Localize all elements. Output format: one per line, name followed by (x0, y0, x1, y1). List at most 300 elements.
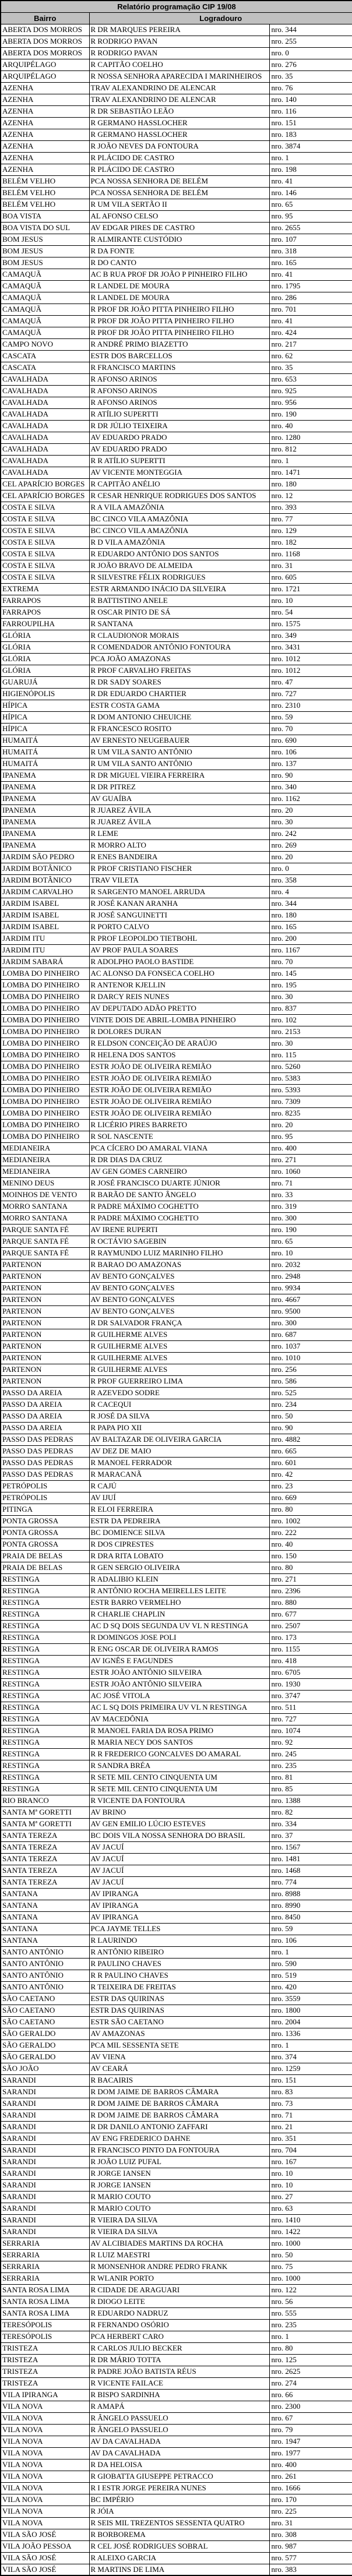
table-row (1, 1399, 352, 1410)
bairro-cell: LOMBA DO PINHEIRO (1, 1084, 89, 1096)
table-row (1, 152, 352, 164)
bairro-cell: HUMAITÁ (1, 735, 89, 746)
bairro-cell: RIO BRANCO (1, 1795, 89, 1806)
nro-cell: nro. 40 (269, 1538, 352, 1550)
table-row (1, 362, 352, 373)
table-row (1, 257, 352, 269)
logradouro-cell: R A VILA AMAZÔNIA (89, 502, 269, 513)
nro-cell: nro. 1721 (269, 583, 352, 595)
logradouro-cell: AV VIENA (89, 2051, 269, 2063)
table-row (1, 2144, 352, 2156)
nro-cell: nro. 125 (269, 2354, 352, 2366)
table-row (1, 1888, 352, 1900)
logradouro-cell: R ANDRÉ PRIMO BIAZETTO (89, 338, 269, 350)
logradouro-cell: R MARIO COUTO (89, 2191, 269, 2203)
table-row (1, 1527, 352, 1538)
logradouro-cell: R RODRIGO PAVAN (89, 36, 269, 47)
logradouro-cell: R VICENTE FAILACE (89, 2377, 269, 2389)
nro-cell: nro. 1000 (269, 2272, 352, 2284)
bairro-cell: RESTINGA (1, 1690, 89, 1702)
bairro-cell: TRISTEZA (1, 2377, 89, 2389)
bairro-cell: MORRO SANTANA (1, 1212, 89, 1224)
logradouro-cell: BC DOMIENCE SILVA (89, 1527, 269, 1538)
logradouro-cell: R GERMANO HASSLOCHER (89, 117, 269, 129)
table-row (1, 2342, 352, 2354)
bairro-cell: CEL APARÍCIO BORGES (1, 478, 89, 490)
table-row (1, 1737, 352, 1748)
bairro-cell: HUMAITÁ (1, 758, 89, 770)
nro-cell: nro. 10 (269, 2179, 352, 2191)
logradouro-cell: R SETE MIL CENTO CINQUENTA UM (89, 1783, 269, 1795)
logradouro-cell: R DR MÁRIO TOTTA (89, 2354, 269, 2366)
nro-cell: nro. 167 (269, 2156, 352, 2168)
bairro-cell: PARTENON (1, 1271, 89, 1282)
bairro-cell: RESTINGA (1, 1620, 89, 1632)
logradouro-cell: R SETE MIL CENTO CINQUENTA UM (89, 1772, 269, 1783)
logradouro-cell: R ADALIBIO KLEIN (89, 1573, 269, 1585)
logradouro-cell: R CLAUDIONOR MORAIS (89, 630, 269, 641)
table-row (1, 1049, 352, 1061)
table-row (1, 245, 352, 257)
nro-cell: nro. 511 (269, 1702, 352, 1713)
table-row (1, 2529, 352, 2540)
logradouro-cell: R LAURINDO (89, 1935, 269, 1946)
logradouro-cell: R I ESTR JORGE PEREIRA NUNES (89, 2482, 269, 2494)
table-row (1, 1678, 352, 1690)
bairro-cell: JARDIM BOTÂNICO (1, 874, 89, 886)
logradouro-cell: AV ALCIBIADES MARTINS DA ROCHA (89, 2238, 269, 2249)
column-header-logradouro: Logradouro (89, 12, 352, 24)
table-row (1, 210, 352, 222)
nro-cell: nro. 70 (269, 956, 352, 968)
bairro-cell: VILA NOVA (1, 2401, 89, 2412)
nro-cell: nro. 10 (269, 595, 352, 606)
table-row (1, 991, 352, 1003)
nro-cell: nro. 67 (269, 2412, 352, 2424)
table-row (1, 1201, 352, 1212)
logradouro-cell: AV PROF PAULA SOARES (89, 944, 269, 956)
nro-cell: nro. 66 (269, 2389, 352, 2401)
bairro-cell: VILA NOVA (1, 2506, 89, 2517)
bairro-cell: PASSO DA AREIA (1, 1410, 89, 1422)
logradouro-cell: ESTR ARMANDO INÁCIO DA SILVEIRA (89, 583, 269, 595)
logradouro-cell: AV MACEDÔNIA (89, 1713, 269, 1725)
table-row (1, 432, 352, 443)
nro-cell: nro. 80 (269, 1562, 352, 1573)
bairro-cell: LOMBA DO PINHEIRO (1, 1003, 89, 1014)
nro-cell: nro. 183 (269, 129, 352, 140)
bairro-cell: JARDIM ISABEL (1, 898, 89, 909)
nro-cell: nro. 586 (269, 1375, 352, 1387)
nro-cell: nro. 261 (269, 2471, 352, 2482)
logradouro-cell: R AFONSO ARINOS (89, 385, 269, 397)
logradouro-cell: R MARACANÃ (89, 1469, 269, 1480)
nro-cell: nro. 75 (269, 2261, 352, 2272)
logradouro-cell: R JOSÉ KANAN ARANHA (89, 898, 269, 909)
bairro-cell: LOMBA DO PINHEIRO (1, 1096, 89, 1107)
bairro-cell: CAVALHADA (1, 467, 89, 478)
bairro-cell: IPANEMA (1, 828, 89, 839)
nro-cell: nro. 83 (269, 2086, 352, 2098)
bairro-cell: SARANDI (1, 2086, 89, 2098)
nro-cell: nro. 37 (269, 1830, 352, 1841)
bairro-cell: SANTA ROSA LIMA (1, 2284, 89, 2296)
nro-cell: nro. 605 (269, 571, 352, 583)
logradouro-cell: R PADRE MÁXIMO COGHETTO (89, 1212, 269, 1224)
nro-cell: nro. 106 (269, 1935, 352, 1946)
nro-cell: nro. 42 (269, 1469, 352, 1480)
bairro-cell: SARANDI (1, 2156, 89, 2168)
table-row (1, 1608, 352, 1620)
nro-cell: nro. 9500 (269, 1305, 352, 1317)
bairro-cell: PARQUE SANTA FÉ (1, 1224, 89, 1236)
logradouro-cell: R JOÃO BRAVO DE ALMEIDA (89, 560, 269, 571)
logradouro-cell: AV EDGAR PIRES DE CASTRO (89, 222, 269, 234)
table-row (1, 1469, 352, 1480)
table-row (1, 304, 352, 315)
bairro-cell: COSTA E SILVA (1, 513, 89, 525)
nro-cell: nro. 71 (269, 2109, 352, 2121)
bairro-cell: CAVALHADA (1, 408, 89, 420)
logradouro-cell: R FRANCISCO MARTINS (89, 362, 269, 373)
table-row (1, 560, 352, 571)
nro-cell: nro. 1168 (269, 548, 352, 560)
bairro-cell: VILA SÃO JOSÉ (1, 2529, 89, 2540)
logradouro-cell: R VIEIRA DA SILVA (89, 2214, 269, 2226)
table-row (1, 909, 352, 921)
bairro-cell: RESTINGA (1, 1678, 89, 1690)
table-row (1, 1806, 352, 1818)
table-row (1, 548, 352, 560)
logradouro-cell: R CAPITÃO ANÉLIO (89, 478, 269, 490)
bairro-cell: SARANDI (1, 2191, 89, 2203)
logradouro-cell: R PROF DR JOÃO PITTA PINHEIRO FILHO (89, 327, 269, 338)
bairro-cell: IPANEMA (1, 770, 89, 781)
logradouro-cell: AC D SQ DOIS SEGUNDA UV VL N RESTINGA (89, 1620, 269, 1632)
table-row (1, 140, 352, 152)
bairro-cell: FARROUPILHA (1, 618, 89, 630)
nro-cell: nro. 59 (269, 1923, 352, 1935)
bairro-cell: PARTENON (1, 1329, 89, 1340)
nro-cell: nro. 1000 (269, 2238, 352, 2249)
table-row (1, 2016, 352, 2028)
nro-cell: nro. 956 (269, 397, 352, 408)
table-row (1, 2447, 352, 2459)
logradouro-cell: R VICENTE DA FONTOURA (89, 1795, 269, 1806)
logradouro-cell: R DOM JAIME DE BARROS CÂMARA (89, 2109, 269, 2121)
bairro-cell: ARQUIPÉLAGO (1, 59, 89, 70)
bairro-cell: GLÓRIA (1, 630, 89, 641)
logradouro-cell: R BARÃO DE SANTO ÂNGELO (89, 1189, 269, 1201)
logradouro-cell: AC B RUA PROF DR JOÃO P PINHEIRO FILHO (89, 269, 269, 280)
table-row (1, 688, 352, 700)
nro-cell: nro. 727 (269, 688, 352, 700)
table-row (1, 2039, 352, 2051)
nro-cell: nro. 424 (269, 327, 352, 338)
logradouro-cell: R BORBOREMA (89, 2529, 269, 2540)
bairro-cell: LOMBA DO PINHEIRO (1, 1038, 89, 1049)
logradouro-cell: R D VILA AMAZÔNIA (89, 537, 269, 548)
bairro-cell: PARTENON (1, 1305, 89, 1317)
nro-cell: nro. 2396 (269, 1585, 352, 1597)
bairro-cell: COSTA E SILVA (1, 560, 89, 571)
bairro-cell: SANTO ANTÔNIO (1, 1958, 89, 1970)
logradouro-cell: R DOM ANTONIO CHEUICHE (89, 711, 269, 723)
table-row (1, 2063, 352, 2074)
table-row (1, 2482, 352, 2494)
bairro-cell: PASSO DA AREIA (1, 1422, 89, 1434)
table-row (1, 2436, 352, 2447)
logradouro-cell: R TEIXEIRA DE FREITAS (89, 1981, 269, 1993)
bairro-cell: PASSO DAS PEDRAS (1, 1434, 89, 1445)
bairro-cell: AZENHA (1, 82, 89, 94)
nro-cell: nro. 12 (269, 490, 352, 502)
logradouro-cell: R JÓIA (89, 2506, 269, 2517)
logradouro-cell: R GUILHERME ALVES (89, 1352, 269, 1364)
logradouro-cell: AV IPIRANGA (89, 1888, 269, 1900)
table-row (1, 2168, 352, 2179)
nro-cell: nro. 79 (269, 2424, 352, 2436)
nro-cell: nro. 1037 (269, 1340, 352, 1352)
nro-cell: nro. 519 (269, 1970, 352, 1981)
logradouro-cell: AV JACUÍ (89, 1841, 269, 1853)
bairro-cell: RESTINGA (1, 1667, 89, 1678)
bairro-cell: SARANDI (1, 2109, 89, 2121)
nro-cell: nro. 200 (269, 933, 352, 944)
bairro-cell: LOMBA DO PINHEIRO (1, 968, 89, 979)
logradouro-cell: AC L SQ DOIS PRIMEIRA UV VL N RESTINGA (89, 1702, 269, 1713)
table-row (1, 944, 352, 956)
bairro-cell: CAMAQUÃ (1, 304, 89, 315)
logradouro-cell: R DOLORES DURAN (89, 1026, 269, 1038)
table-row (1, 1340, 352, 1352)
nro-cell: nro. 50 (269, 1410, 352, 1422)
table-row (1, 1935, 352, 1946)
table-row (1, 2272, 352, 2284)
logradouro-cell: R JOSÉ FRANCISCO DUARTE JÚNIOR (89, 1177, 269, 1189)
nro-cell: nro. 7309 (269, 1096, 352, 1107)
table-row (1, 385, 352, 397)
logradouro-cell: ESTR BARRO VERMELHO (89, 1597, 269, 1608)
bairro-cell: PARTENON (1, 1294, 89, 1305)
nro-cell: nro. 2310 (269, 700, 352, 711)
table-row (1, 1422, 352, 1434)
table-row (1, 490, 352, 502)
bairro-cell: RESTINGA (1, 1643, 89, 1655)
logradouro-cell: R SOL NASCENTE (89, 1131, 269, 1142)
nro-cell: nro. 151 (269, 2074, 352, 2086)
nro-cell: nro. 286 (269, 292, 352, 304)
bairro-cell: SARANDI (1, 2144, 89, 2156)
logradouro-cell: AV IGNÊS E FAGUNDES (89, 1655, 269, 1667)
bairro-cell: VILA NOVA (1, 2436, 89, 2447)
nro-cell: nro. 33 (269, 1189, 352, 1201)
bairro-cell: LOMBA DO PINHEIRO (1, 1131, 89, 1142)
bairro-cell: SERRARIA (1, 2261, 89, 2272)
logradouro-cell: R R FREDERICO GONCALVES DO AMARAL (89, 1748, 269, 1760)
logradouro-cell: AV IJUÍ (89, 1492, 269, 1504)
logradouro-cell: R CHARLIE CHAPLIN (89, 1608, 269, 1620)
table-row (1, 1445, 352, 1457)
nro-cell: nro. 0 (269, 863, 352, 874)
bairro-cell: SANTA TEREZA (1, 1876, 89, 1888)
nro-cell: nro. 4 (269, 886, 352, 898)
logradouro-cell: R JOÃO LUIZ PUFAL (89, 2156, 269, 2168)
logradouro-cell: R EDUARDO ANTÔNIO DOS SANTOS (89, 548, 269, 560)
bairro-cell: CAMAQUÃ (1, 292, 89, 304)
table-row (1, 1247, 352, 1259)
bairro-cell: SANTANA (1, 1900, 89, 1911)
table-row (1, 851, 352, 863)
logradouro-cell: R EDUARDO NADRUZ (89, 2307, 269, 2319)
nro-cell: nro. 555 (269, 2307, 352, 2319)
bairro-cell: SANTO ANTÔNIO (1, 1981, 89, 1993)
nro-cell: nro. 276 (269, 59, 352, 70)
nro-cell: nro. 1471 (269, 467, 352, 478)
bairro-cell: VILA NOVA (1, 2459, 89, 2471)
bairro-cell: HÍPICA (1, 711, 89, 723)
logradouro-cell: BC DOIS VILA NOSSA SENHORA DO BRASIL (89, 1830, 269, 1841)
bairro-cell: VILA NOVA (1, 2424, 89, 2436)
bairro-cell: SARANDI (1, 2168, 89, 2179)
table-row (1, 2005, 352, 2016)
table-row (1, 1375, 352, 1387)
table-row (1, 2540, 352, 2552)
logradouro-cell: R MARTINS DE LIMA (89, 2564, 269, 2575)
logradouro-cell: AV IPIRANGA (89, 1911, 269, 1923)
nro-cell: nro. 137 (269, 758, 352, 770)
nro-cell: nro. 54 (269, 606, 352, 618)
bairro-cell: VILA NOVA (1, 2482, 89, 2494)
table-row (1, 1003, 352, 1014)
nro-cell: nro. 225 (269, 2506, 352, 2517)
bairro-cell: JARDIM ISABEL (1, 921, 89, 933)
nro-cell: nro. 31 (269, 560, 352, 571)
logradouro-cell: AV DA CAVALHADA (89, 2447, 269, 2459)
table-row (1, 1131, 352, 1142)
nro-cell: nro. 1162 (269, 793, 352, 804)
table-row (1, 1958, 352, 1970)
table-row (1, 2517, 352, 2529)
table-row (1, 1876, 352, 1888)
table-row (1, 1014, 352, 1026)
table-row (1, 1457, 352, 1469)
table-row (1, 373, 352, 385)
table-row (1, 1550, 352, 1562)
bairro-cell: IPANEMA (1, 804, 89, 816)
nro-cell: nro. 1388 (269, 1795, 352, 1806)
logradouro-cell: AV GUAÍBA (89, 793, 269, 804)
nro-cell: nro. 92 (269, 1737, 352, 1748)
table-row (1, 804, 352, 816)
table-row (1, 1282, 352, 1294)
table-row (1, 2331, 352, 2342)
bairro-cell: HUMAITÁ (1, 746, 89, 758)
logradouro-cell: ESTR DA PEDREIRA (89, 1515, 269, 1527)
table-row (1, 1387, 352, 1399)
table-row (1, 2121, 352, 2133)
logradouro-cell: R SANDRA BRÉA (89, 1760, 269, 1772)
logradouro-cell: R FERNANDO OSÓRIO (89, 2319, 269, 2331)
nro-cell: nro. 65 (269, 199, 352, 210)
nro-cell: nro. 590 (269, 1958, 352, 1970)
nro-cell: nro. 308 (269, 2529, 352, 2540)
bairro-cell: BOM JESUS (1, 234, 89, 245)
bairro-cell: SANTANA (1, 1935, 89, 1946)
bairro-cell: CAVALHADA (1, 432, 89, 443)
bairro-cell: VILA NOVA (1, 2471, 89, 2482)
table-row (1, 1993, 352, 2005)
bairro-cell: SANTA ROSA LIMA (1, 2296, 89, 2307)
logradouro-cell: R RODRIGO PAVAN (89, 47, 269, 59)
logradouro-cell: R ELOI FERREIRA (89, 1504, 269, 1515)
logradouro-cell: R CIDADE DE ARAGUARI (89, 2284, 269, 2296)
bairro-cell: RESTINGA (1, 1760, 89, 1772)
table-row (1, 2261, 352, 2272)
logradouro-cell: TRAV ALEXANDRINO DE ALENCAR (89, 94, 269, 105)
nro-cell: nro. 274 (269, 2377, 352, 2389)
nro-cell: nro. 727 (269, 1713, 352, 1725)
table-row (1, 1084, 352, 1096)
nro-cell: nro. 145 (269, 968, 352, 979)
table-row (1, 1072, 352, 1084)
logradouro-cell: R PLÁCIDO DE CASTRO (89, 152, 269, 164)
nro-cell: nro. 1947 (269, 2436, 352, 2447)
bairro-cell: EXTREMA (1, 583, 89, 595)
bairro-cell: RESTINGA (1, 1783, 89, 1795)
nro-cell: nro. 1468 (269, 1865, 352, 1876)
bairro-cell: LOMBA DO PINHEIRO (1, 1049, 89, 1061)
bairro-cell: ABERTA DOS MORROS (1, 47, 89, 59)
table-row (1, 1981, 352, 1993)
bairro-cell: JARDIM SABARÁ (1, 956, 89, 968)
nro-cell: nro. 56 (269, 2296, 352, 2307)
logradouro-cell: R DOM JAIME DE BARROS CÂMARA (89, 2086, 269, 2098)
bairro-cell: RESTINGA (1, 1748, 89, 1760)
logradouro-cell: R SANTANA (89, 618, 269, 630)
nro-cell: nro. 5393 (269, 1084, 352, 1096)
nro-cell: nro. 374 (269, 2051, 352, 2063)
table-row (1, 863, 352, 874)
table-row (1, 1515, 352, 1527)
bairro-cell: LOMBA DO PINHEIRO (1, 1061, 89, 1072)
logradouro-cell: R PADRE JOÃO BATISTA RÉUS (89, 2366, 269, 2377)
nro-cell: nro. 151 (269, 117, 352, 129)
bairro-cell: SANTA Mª GORETTI (1, 1806, 89, 1818)
nro-cell: nro. 418 (269, 1655, 352, 1667)
logradouro-cell: R ENG OSCAR DE OLIVEIRA RAMOS (89, 1643, 269, 1655)
table-row (1, 1853, 352, 1865)
table-row (1, 525, 352, 537)
table-row (1, 2179, 352, 2191)
nro-cell: nro. 50 (269, 2249, 352, 2261)
logradouro-cell: R GIOBATTA GIUSEPPE PETRACCO (89, 2471, 269, 2482)
bairro-cell: HÍPICA (1, 700, 89, 711)
table-row (1, 2156, 352, 2168)
table-row (1, 735, 352, 746)
bairro-cell: LOMBA DO PINHEIRO (1, 1014, 89, 1026)
nro-cell: nro. 242 (269, 828, 352, 839)
nro-cell: nro. 774 (269, 1876, 352, 1888)
nro-cell: nro. 20 (269, 804, 352, 816)
nro-cell: nro. 925 (269, 385, 352, 397)
nro-cell: nro. 344 (269, 24, 352, 36)
bairro-cell: JARDIM CARVALHO (1, 886, 89, 898)
bairro-cell: SERRARIA (1, 2249, 89, 2261)
logradouro-cell: R DR SADY SOARES (89, 676, 269, 688)
nro-cell: nro. 2032 (269, 1259, 352, 1271)
table-row (1, 59, 352, 70)
